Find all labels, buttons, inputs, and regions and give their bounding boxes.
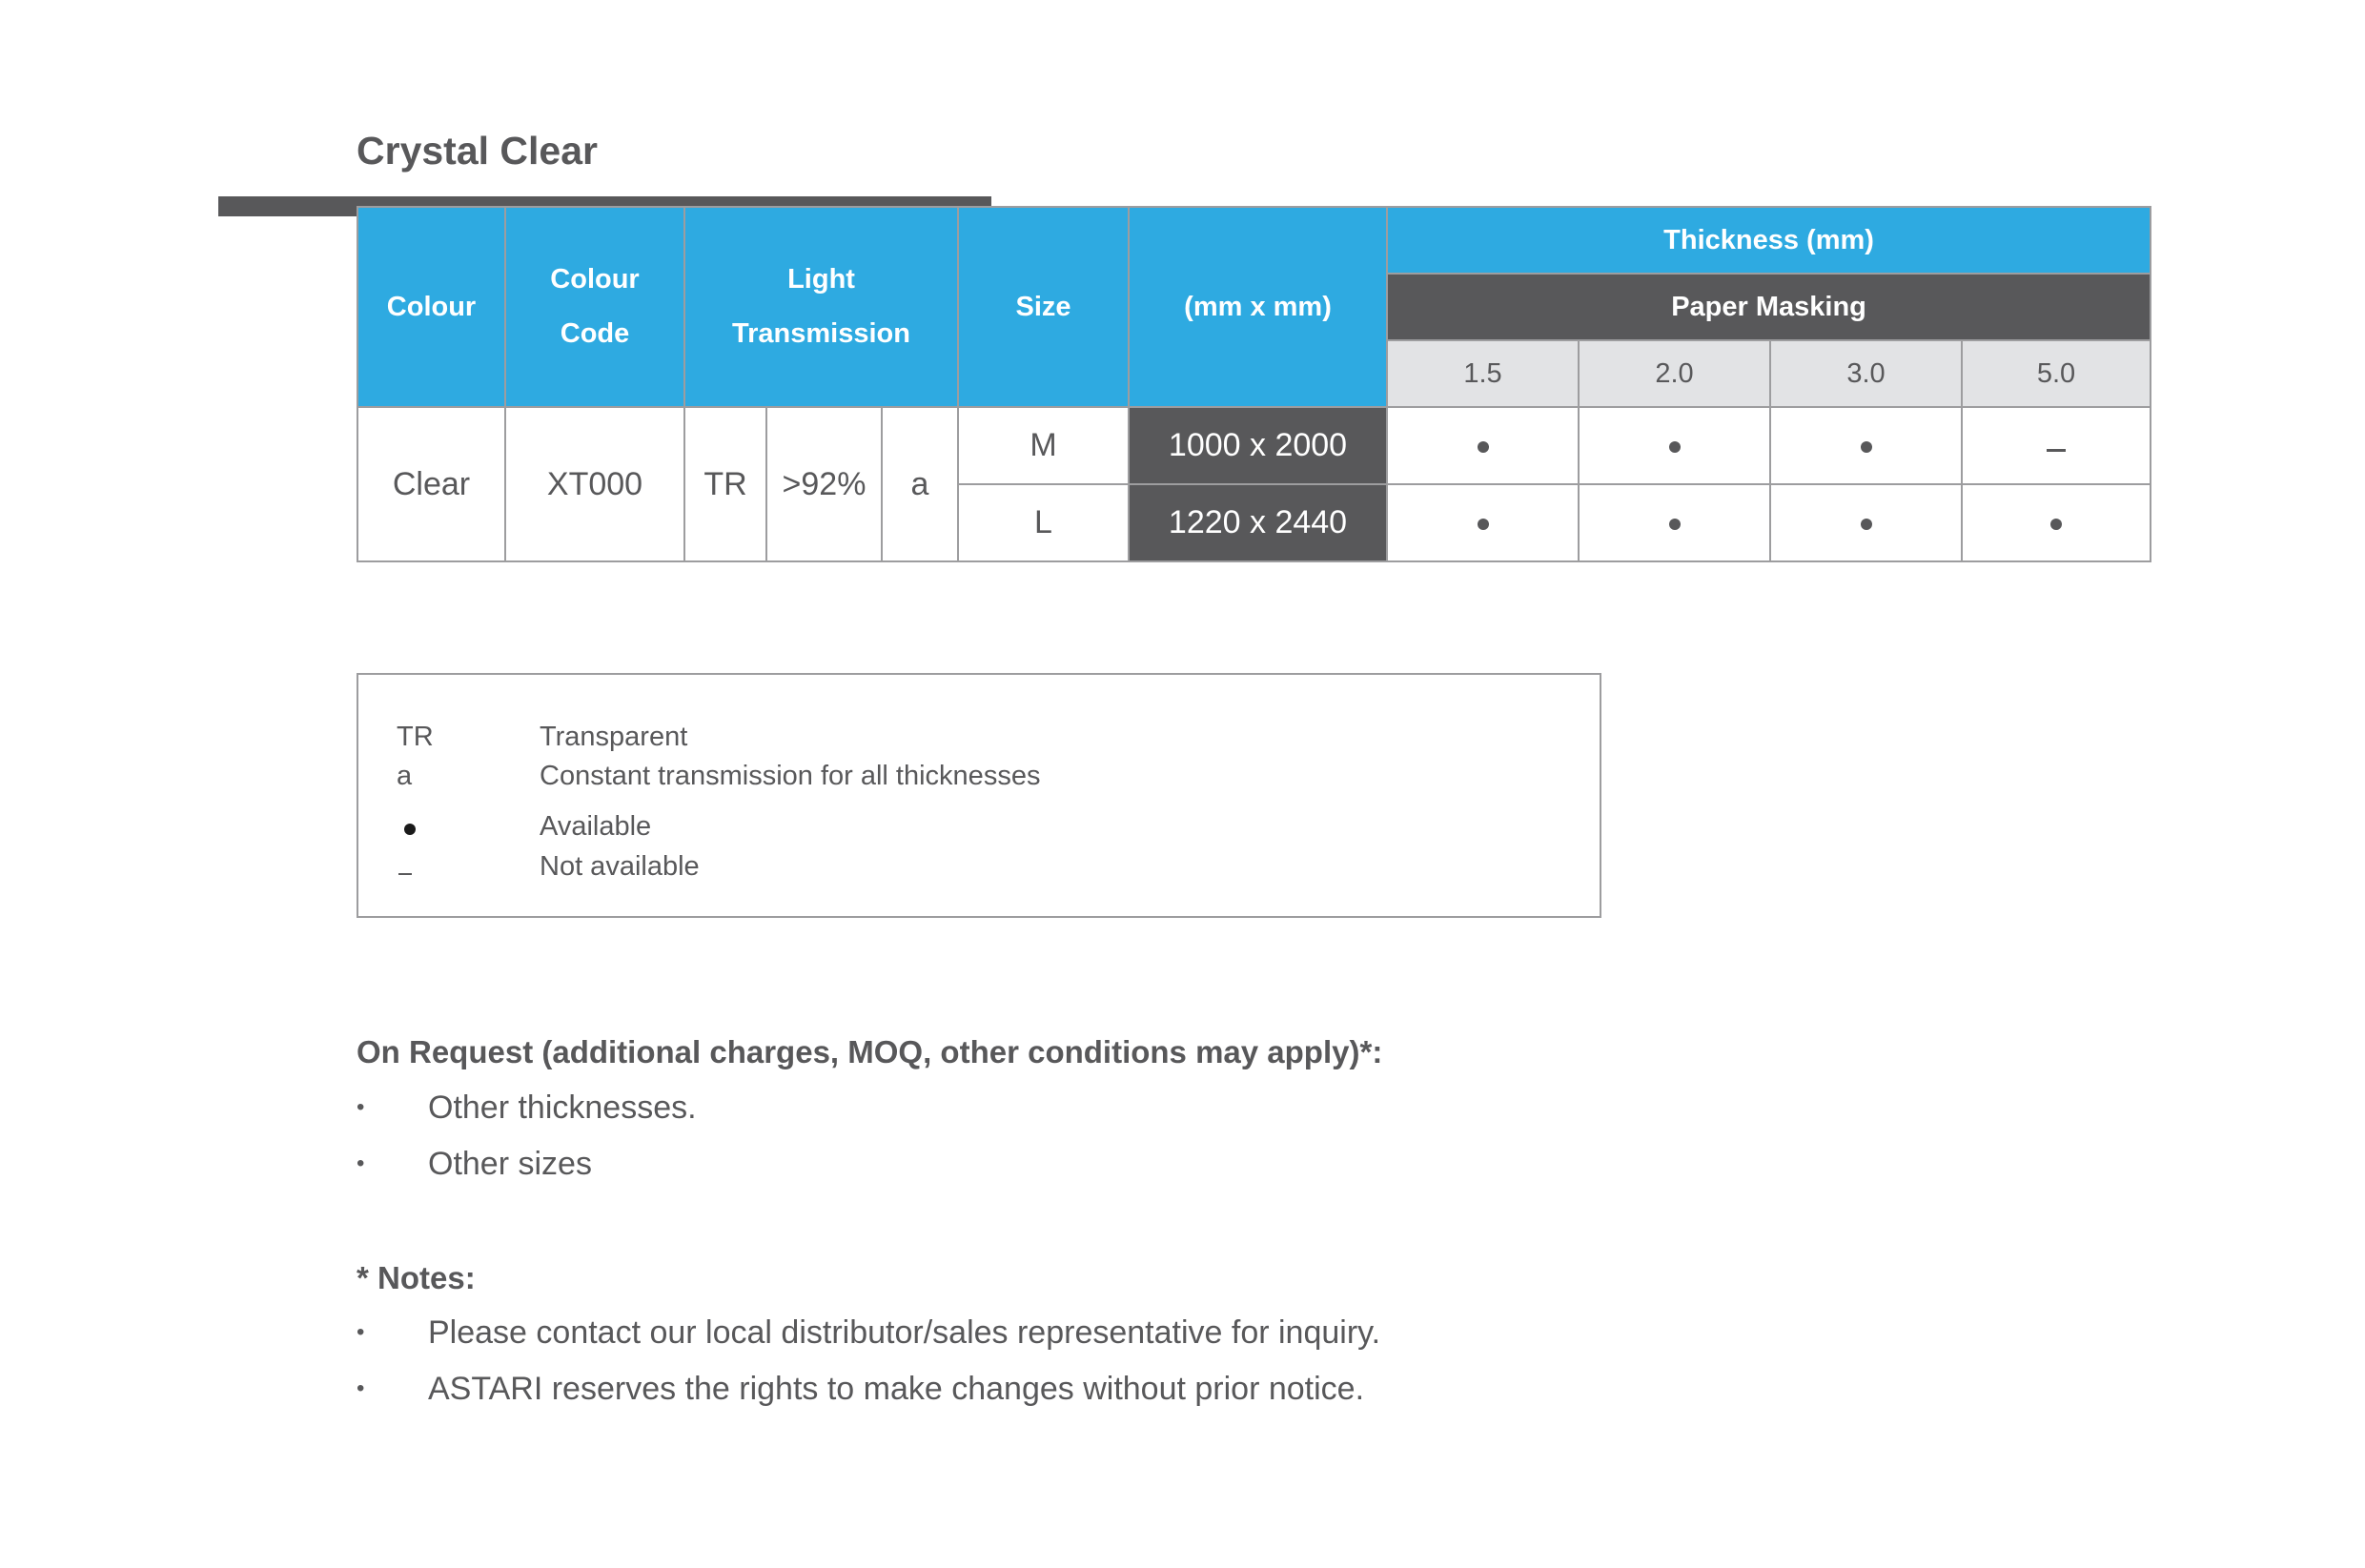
availability-l-4 [1962, 484, 2151, 561]
header-thickness-4: 5.0 [1962, 340, 2151, 407]
notes-item [357, 1313, 1380, 1352]
on-request-item [357, 1089, 697, 1127]
legend-desc-not-available: Not available [540, 850, 700, 882]
availability-m-2 [1579, 407, 1770, 484]
legend-key-not-available [397, 851, 540, 883]
not-available-dash-icon [2047, 449, 2066, 452]
page-title: Crystal Clear [357, 129, 598, 173]
header-light-line1: Light [787, 264, 855, 295]
bullet-icon: • [357, 1151, 365, 1176]
legend-item-a [397, 758, 1040, 794]
legend-item-available [397, 808, 651, 845]
cell-size-m: M [958, 407, 1129, 484]
cell-dimensions-l: 1220 x 2440 [1129, 484, 1387, 561]
header-colour: Colour [357, 207, 505, 407]
availability-m-1 [1387, 407, 1579, 484]
header-thickness-1: 1.5 [1387, 340, 1579, 407]
available-dot-icon [1478, 519, 1489, 530]
notes-item-text: Please contact our local distributor/sales representative for inquiry. [428, 1313, 1381, 1351]
availability-m-3 [1770, 407, 1962, 484]
header-light-transmission [684, 207, 958, 407]
on-request-heading: On Request (additional charges, MOQ, other conditions may apply)*: [357, 1034, 1383, 1069]
legend-item-tr [397, 719, 687, 755]
cell-colour: Clear [357, 407, 505, 561]
header-thickness-3: 3.0 [1770, 340, 1962, 407]
notes-heading: * Notes: [357, 1260, 476, 1295]
on-request-item-text: Other sizes [428, 1145, 592, 1182]
cell-transmission-note: a [882, 407, 958, 561]
header-light-line2: Transmission [732, 318, 910, 349]
legend-key-available [397, 811, 540, 843]
legend-desc-tr: Transparent [540, 721, 688, 752]
available-dot-icon [1861, 519, 1872, 530]
available-dot-icon [1478, 441, 1489, 453]
availability-m-4 [1962, 407, 2151, 484]
legend-desc-a: Constant transmission for all thicknesses [540, 760, 1041, 791]
header-thickness-2: 2.0 [1579, 340, 1770, 407]
cell-dimensions-m: 1000 x 2000 [1129, 407, 1387, 484]
header-thickness: Thickness (mm) [1387, 207, 2151, 274]
legend-key-tr: TR [397, 721, 434, 752]
availability-l-3 [1770, 484, 1962, 561]
header-size: Size [958, 207, 1129, 407]
notes-item [357, 1370, 1364, 1408]
cell-transmission-type: TR [684, 407, 766, 561]
header-dimensions: (mm x mm) [1129, 207, 1387, 407]
legend-key-a: a [397, 760, 413, 791]
available-dot-icon [1669, 519, 1681, 530]
filled-dot-icon [404, 824, 416, 835]
bullet-icon: • [357, 1094, 365, 1120]
cell-size-l: L [958, 484, 1129, 561]
dash-icon [398, 873, 412, 875]
cell-transmission-value: >92% [766, 407, 882, 561]
available-dot-icon [1861, 441, 1872, 453]
legend-box [357, 673, 1601, 918]
cell-colour-code: XT000 [505, 407, 684, 561]
legend-item-not-available [397, 848, 700, 885]
specification-table [357, 206, 2151, 562]
header-colour-code-line2: Code [560, 318, 630, 349]
bullet-icon: • [357, 1319, 365, 1345]
available-dot-icon [2050, 519, 2062, 530]
bullet-icon: • [357, 1375, 365, 1401]
notes-item-text: ASTARI reserves the rights to make changes without prior notice. [428, 1370, 1365, 1407]
header-paper-masking: Paper Masking [1387, 274, 2151, 340]
header-colour-code-line1: Colour [550, 264, 640, 295]
availability-l-1 [1387, 484, 1579, 561]
header-colour-code [505, 207, 684, 407]
availability-l-2 [1579, 484, 1770, 561]
legend-desc-available: Available [540, 810, 652, 842]
available-dot-icon [1669, 441, 1681, 453]
on-request-item-text: Other thicknesses. [428, 1089, 697, 1126]
on-request-item [357, 1145, 592, 1183]
